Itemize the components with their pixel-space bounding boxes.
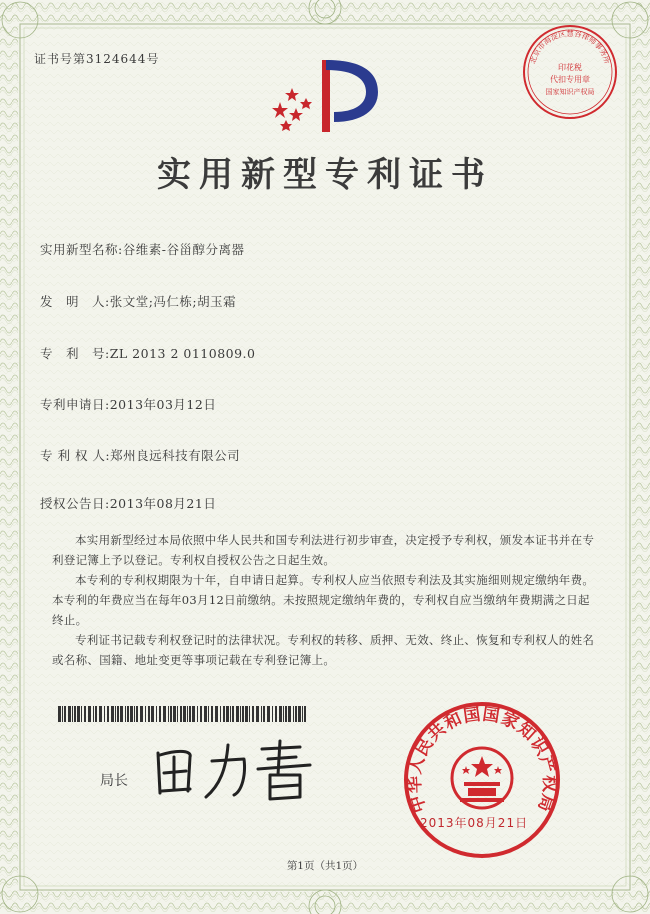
inventor-value: 张文堂;冯仁栋;胡玉霜 bbox=[109, 294, 237, 309]
barcode bbox=[58, 706, 308, 722]
body-paragraph-3: 专利证书记载专利权登记时的法律状况。专利权的转移、质押、无效、终止、恢复和专利权人的姓名或名称、国籍、地址变更等事项记载在专利登记簿上。 bbox=[52, 633, 595, 667]
field-utility-name bbox=[40, 240, 244, 258]
seal-date: 2013年08月21日 bbox=[420, 816, 529, 830]
field-inventor bbox=[40, 292, 236, 310]
patent-office-logo bbox=[270, 52, 380, 142]
patent-holder-value: 郑州良远科技有限公司 bbox=[110, 448, 241, 463]
body-paragraph-2: 本专利的专利权期限为十年，自申请日起算。专利权人应当依照专利法及其实施细则规定缴纳年费。本专利的年费应当在每年03月12日前缴纳。未按照规定缴纳年费的，专利权自应当缴纳年费期满之日起终止。 bbox=[52, 573, 595, 627]
director-label: 局长 bbox=[100, 773, 128, 789]
field-patent-holder bbox=[40, 446, 240, 464]
field-application-date bbox=[40, 395, 216, 413]
announcement-date-label: 授权公告日: bbox=[40, 496, 110, 511]
seal-arc-text: 中华人民共和国国家知识产权局 bbox=[404, 704, 560, 816]
application-date-value: 2013年03月12日 bbox=[109, 397, 217, 412]
tax-stamp-outer-text: 北京市海淀区慧谷律师事务所 bbox=[527, 29, 613, 65]
certificate-number: 证书号第3124644号 bbox=[34, 52, 160, 66]
tax-stamp-line1: 印花税 bbox=[558, 63, 582, 72]
field-announcement-date bbox=[40, 494, 216, 512]
svg-text:北京市海淀区慧谷律师事务所 bbox=[527, 28, 613, 65]
national-emblem-icon bbox=[452, 748, 512, 808]
director-signature bbox=[150, 735, 320, 805]
utility-name-value: 谷维素-谷甾醇分离器 bbox=[122, 242, 245, 257]
patent-number-label: 专 利 号: bbox=[40, 346, 110, 361]
body-paragraph-1: 本实用新型经过本局依照中华人民共和国专利法进行初步审查，决定授予专利权，颁发本证书并在专利登记簿上予以登记。专利权自授权公告之日起生效。 bbox=[52, 533, 595, 567]
announcement-date-value: 2013年08月21日 bbox=[109, 496, 217, 511]
inventor-label: 发 明 人: bbox=[40, 294, 110, 309]
page-number: 第1页（共1页） bbox=[286, 860, 364, 872]
tax-stamp-seal bbox=[520, 22, 620, 122]
certificate-title: 实用新型专利证书 bbox=[157, 155, 493, 195]
tax-stamp-line3: 国家知识产权局 bbox=[545, 88, 595, 96]
certificate-body bbox=[52, 530, 600, 670]
patent-number-value: ZL 2013 2 0110809.0 bbox=[109, 346, 256, 361]
application-date-label: 专利申请日: bbox=[40, 397, 110, 412]
state-ip-office-seal bbox=[402, 700, 562, 860]
field-patent-number bbox=[40, 344, 256, 362]
utility-name-label: 实用新型名称: bbox=[40, 242, 123, 257]
patent-holder-label: 专 利 权 人: bbox=[40, 448, 111, 463]
tax-stamp-line2: 代扣专用章 bbox=[550, 75, 590, 84]
